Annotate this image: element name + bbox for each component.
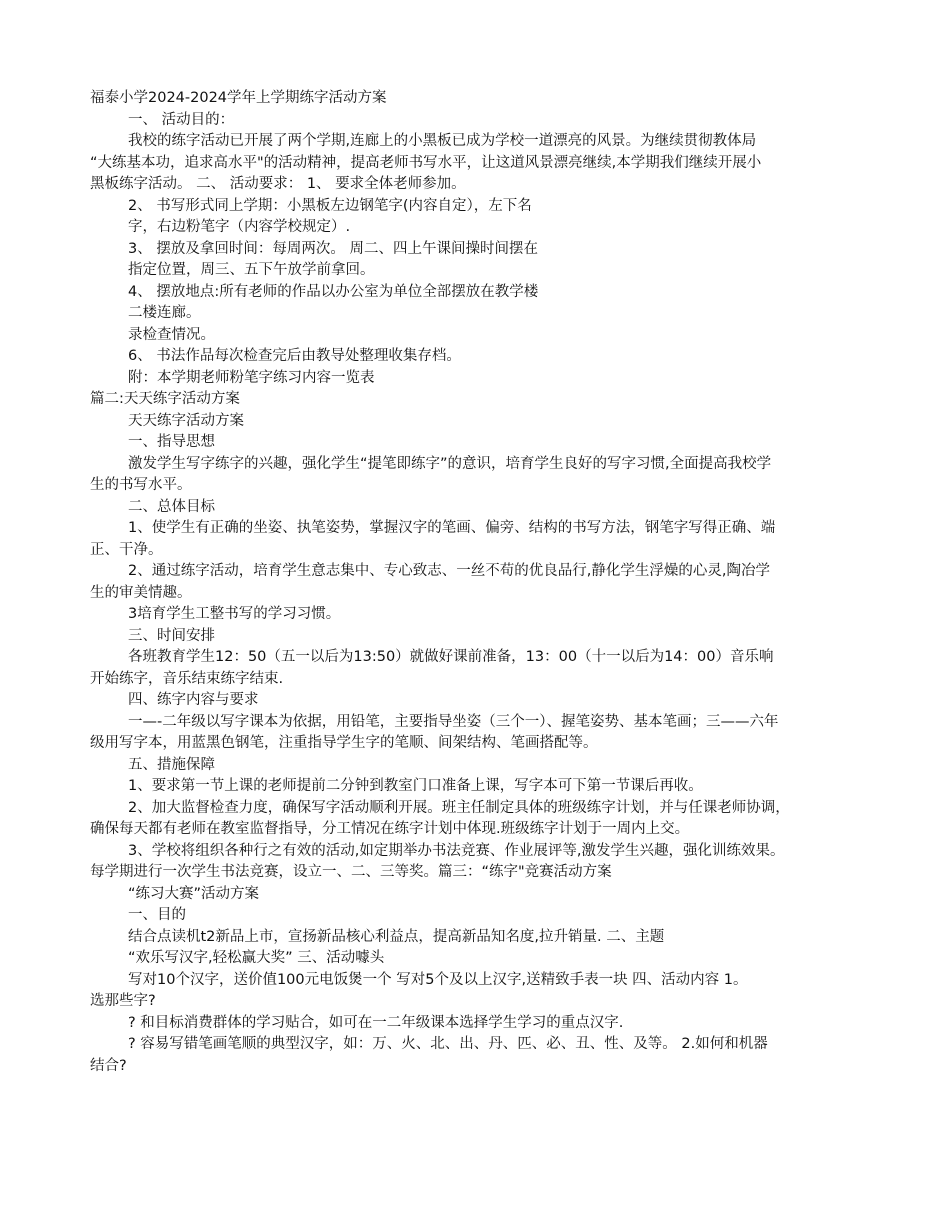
text-line: 一、指导思想 — [128, 434, 215, 450]
text-line: 写对10个汉字，送价值100元电饭煲一个 写对5个及以上汉字,送精致手表一块 四、活动内容 1。 — [128, 971, 748, 988]
text-line: 确保每天都有老师在教室监督指导，分工情况在练字计划中体现.班级练字计划于一周内上交。 — [90, 821, 690, 837]
text-line: 五、措施保障 — [128, 756, 215, 773]
text-line: 3、 摆放及拿回时间：每周两次。 周二、四上午课间操时间摆在 — [128, 240, 538, 257]
text-line: “练习大赛”活动方案 — [128, 885, 260, 902]
text-line: 2、 书写形式同上学期：小黑板左边钢笔字(内容自定），左下名 — [128, 197, 532, 214]
text-line: 1、要求第一节上课的老师提前二分钟到教室门口准备上课，写字本可下第一节课后再收。 — [128, 778, 703, 794]
text-line: 四、练字内容与要求 — [128, 692, 259, 708]
text-line: “大练基本功，追求高水平"的活动精神，提高老师书写水平，让这道风景漂亮继续,本学期我们继续开展小 — [90, 154, 762, 171]
text-line: 二、总体目标 — [128, 498, 215, 515]
document-title: 福泰小学2024-2024学年上学期练字活动方案 — [90, 90, 387, 106]
text-line: 3、学校将组织各种行之有效的活动,如定期举办书法竞赛、作业展评等,激发学生兴趣，强化训练效果。 — [128, 842, 785, 859]
text-line: “欢乐写汉字,轻松赢大奖” 三、活动噱头 — [128, 950, 385, 966]
text-line: 指定位置，周三、五下午放学前拿回。 — [128, 262, 375, 278]
text-line: 4、 摆放地点:所有老师的作品以办公室为单位全部摆放在教学楼 — [128, 283, 539, 300]
text-line: 篇二:天天练字活动方案 — [90, 391, 240, 407]
text-line: ? 容易写错笔画笔顺的典型汉字，如：万、火、北、出、丹、匹、必、丑、性、及等。 2.如何和机器 — [128, 1036, 768, 1052]
text-line: 结合? — [90, 1057, 127, 1074]
text-line: 结合点读机t2新品上市，宣扬新品核心利益点，提高新品知名度,拉升销量. 二、主题 — [128, 928, 665, 945]
text-line: 二楼连廊。 — [128, 305, 201, 321]
text-line: 开始练字，音乐结束练字结束. — [90, 670, 284, 687]
text-line: 天天练字活动方案 — [128, 412, 244, 429]
text-line: 一—-二年级以写字课本为依据，用铅笔，主要指导坐姿（三个一）、握笔姿势、基本笔画；三——六年 — [128, 713, 779, 730]
text-line: 1、使学生有正确的坐姿、执笔姿势，掌握汉字的笔画、偏旁、结构的书写方法，钢笔字写得正确、端 — [128, 520, 776, 536]
text-line: 正、干净。 — [90, 541, 163, 558]
text-line: 2、通过练字活动，培育学生意志集中、专心致志、一丝不苟的优良品行,静化学生浮燥的心灵,陶冶学 — [128, 563, 770, 579]
text-line: 3培育学生工整书写的学习习惯。 — [128, 606, 341, 622]
text-line: 激发学生写字练字的兴趣，强化学生“提笔即练字”的意识，培育学生良好的写字习惯,全面提高我校学 — [128, 455, 772, 472]
text-line: 选那些字? — [90, 993, 156, 1009]
text-line: 录检查情况。 — [128, 326, 215, 343]
document-body — [90, 88, 870, 1077]
text-line: 6、 书法作品每次检查完后由教导处整理收集存档。 — [128, 348, 461, 364]
text-line: 每学期进行一次学生书法竞赛，设立一、二、三等奖。篇三：“练字"竞赛活动方案 — [90, 864, 612, 880]
text-line: 2、加大监督检查力度，确保写字活动顺利开展。班主任制定具体的班级练字计划，并与任课老师协调， — [128, 799, 790, 816]
text-line: 我校的练字活动已开展了两个学期,连廊上的小黑板已成为学校一道漂亮的风景。为继续贯彻教体局 — [128, 133, 757, 149]
text-line: 级用写字本，用蓝黑色钢笔，注重指导学生字的笔顺、间架结构、笔画搭配等。 — [90, 735, 598, 751]
text-line: 黑板练字活动。 二、 活动要求： 1、 要求全体老师参加。 — [90, 176, 466, 192]
text-line: 附：本学期老师粉笔字练习内容一览表 — [128, 369, 375, 386]
text-line: 一、目的 — [128, 907, 186, 923]
text-line: 生的审美情趣。 — [90, 584, 192, 601]
text-line: 三、时间安排 — [128, 627, 215, 644]
text-line: 字，右边粉笔字（内容学校规定）. — [128, 219, 351, 235]
text-line: 一、 活动目的： — [128, 111, 235, 128]
text-line: 生的书写水平。 — [90, 477, 192, 493]
text-line: ? 和目标消费群体的学习贴合，如可在一二年级课本选择学生学习的重点汉字. — [128, 1014, 624, 1031]
text-line: 各班教育学生12：50（五一以后为13:50）就做好课前准备，13：00（十一以后为14：00）音乐响 — [128, 649, 774, 665]
